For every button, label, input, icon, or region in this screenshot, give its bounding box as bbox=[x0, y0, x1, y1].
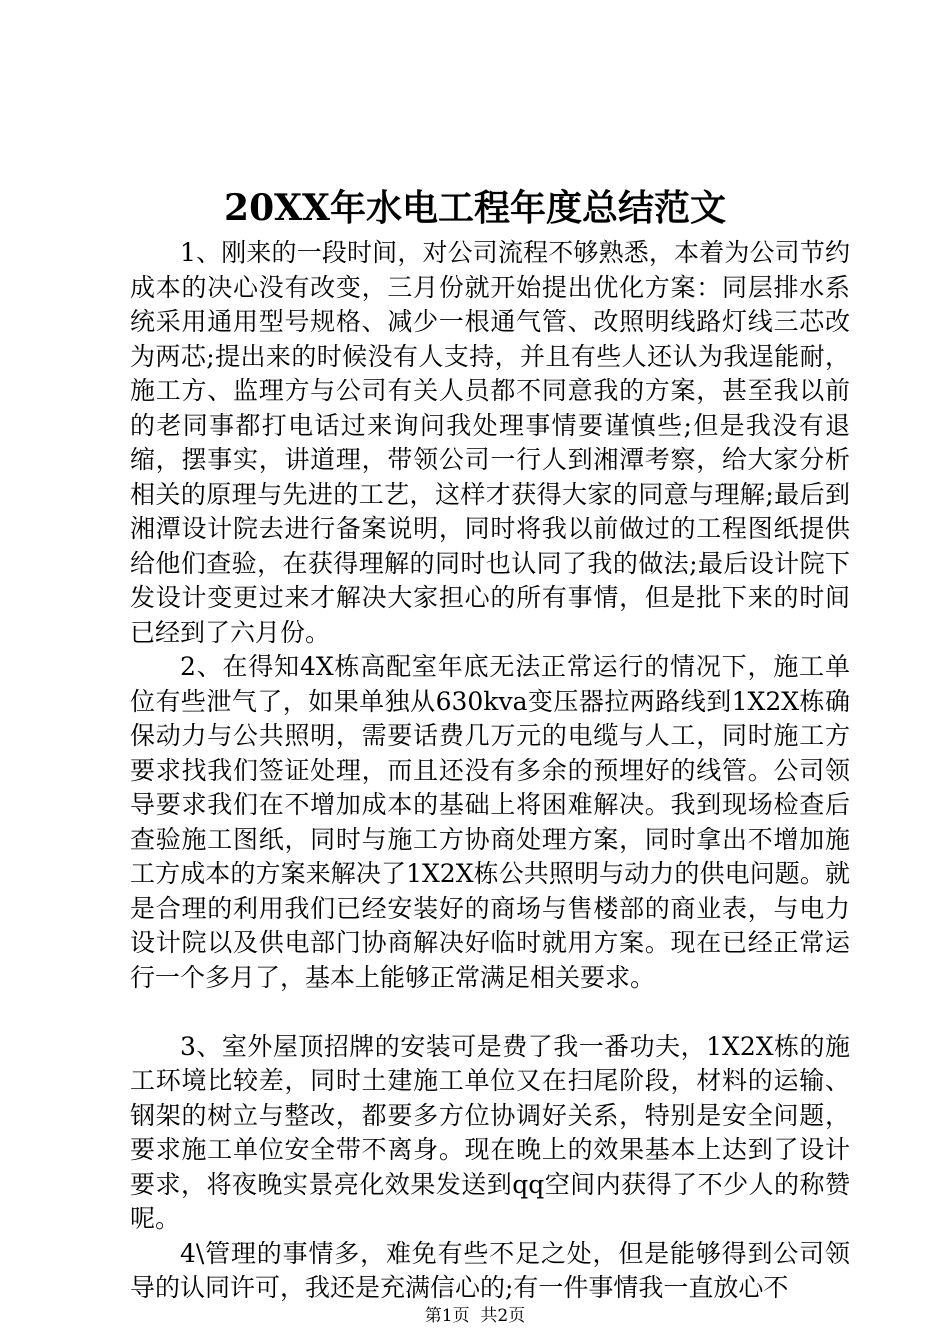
paragraph-1: 1、刚来的一段时间，对公司流程不够熟悉，本着为公司节约成本的决心没有改变，三月份就开始提出优化方案：同层排水系统采用通用型号规格、减少一根通气管、改照明线路灯线三芯改为两芯;提出来的时候没有人支持，并且有些人还认为我逞能耐，施工方、监理方与公司有关人员都不同意我的方案，甚至我以前的老同事都打电话过来询问我处理事情要谨慎些;但是我没有退缩，摆事实，讲道理，带领公司一行人到湘潭考察，给大家分析相关的原理与先进的工艺，这样才获得大家的同意与理解;最后到湘潭设计院去进行备案说明，同时将我以前做过的工程图纸提供给他们查验，在获得理解的同时也认同了我的做法;最后设计院下发设计变更过来才解决大家担心的所有事情，但是批下来的时间已经到了六月份。 bbox=[130, 238, 850, 647]
page-footer bbox=[0, 1304, 950, 1328]
document-title: 20XX年水电工程年度总结范文 bbox=[224, 187, 726, 229]
paragraph-3: 3、室外屋顶招牌的安装可是费了我一番功夫，1X2X栋的施工环境比较差，同时土建施工单位又在扫尾阶段，材料的运输、钢架的树立与整改，都要多方位协调好关系，特别是安全问题，要求施工单位安全带不离身。现在晚上的效果基本上达到了设计要求，将夜晚实景亮化效果发送到qq空间内获得了不少人的称赞呢。 bbox=[130, 1031, 850, 1233]
paragraph-2: 2、在得知4X栋高配室年底无法正常运行的情况下，施工单位有些泄气了，如果单独从630kva变压器拉两路线到1X2X栋确保动力与公共照明，需要话费几万元的电缆与人工，同时施工方要求找我们签证处理，而且还没有多余的预埋好的线管。公司领导要求我们在不增加成本的基础上将困难解决。我到现场检查后查验施工图纸，同时与施工方协商处理方案，同时拿出不增加施工方成本的方案来解决了1X2X栋公共照明与动力的供电问题。就是合理的利用我们已经安装好的商场与售楼部的商业表，与电力设计院以及供电部门协商解决好临时就用方案。现在已经正常运行一个多月了，基本上能够正常满足相关要求。 bbox=[130, 652, 850, 992]
paragraph-4: 4\管理的事情多，难免有些不足之处，但是能够得到公司领导的认同许可，我还是充满信心的;有一件事情我一直放心不 bbox=[130, 1238, 850, 1302]
page-number: 第1页 共2页 bbox=[424, 1306, 526, 1326]
document-body bbox=[130, 236, 850, 1306]
paragraph-spacer bbox=[130, 995, 850, 1030]
